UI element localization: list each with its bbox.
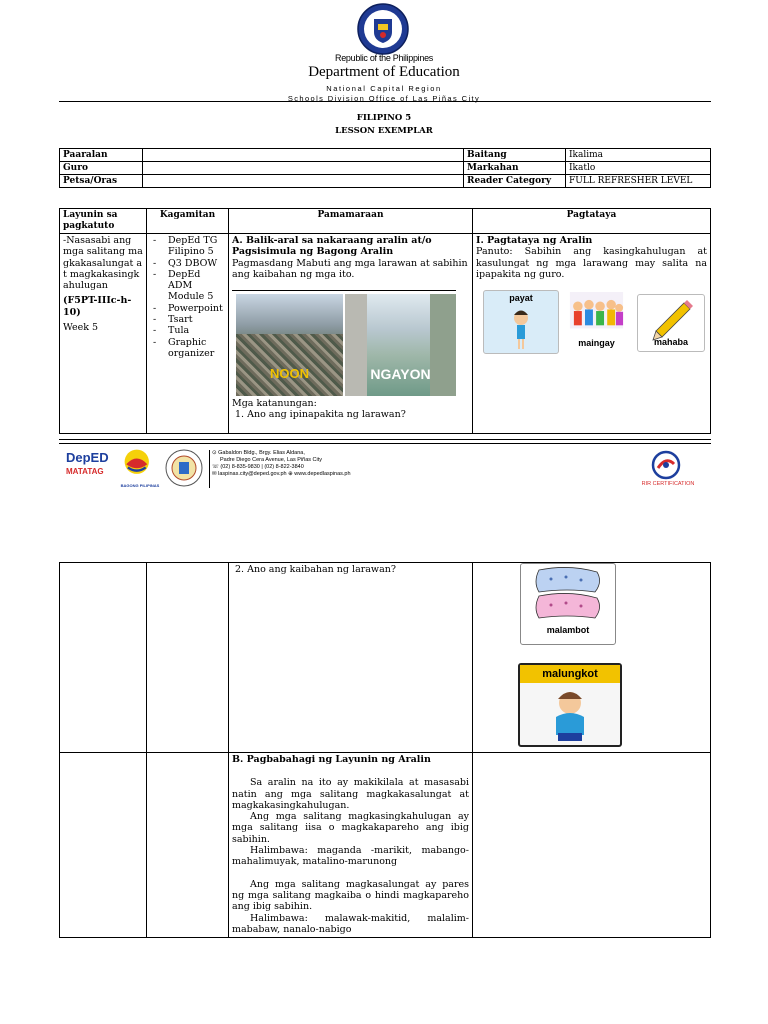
photo-noon: [236, 294, 343, 396]
photo-noon-label: NOON: [270, 366, 309, 381]
procedure-b-cell: [229, 753, 473, 938]
address-line-1: Gabaldon Bldg., Brgy. Elias Aldana,: [218, 450, 305, 456]
deped-matatag-logo: [66, 450, 118, 492]
division-seal-logo: [164, 448, 204, 488]
republic-heading: Republic of the Philippines: [335, 53, 433, 63]
col-assessment: Pagtataya: [473, 209, 711, 234]
procedure-b-para-4: Ang mga salitang magkasalungat ay pares ng mga salitang magkaiba o hindi magkapareho ang ibig sabihin.: [232, 878, 469, 913]
procedure-cell-2: [229, 563, 473, 753]
department-heading: Department of Education: [308, 64, 460, 80]
reader-label: Reader Category: [464, 175, 566, 188]
rir-cert-text: RIR CERTIFICATION: [641, 481, 695, 487]
sad-child-icon: [520, 683, 620, 745]
card-mahaba: [637, 294, 705, 352]
subject-title: FILIPINO 5: [356, 113, 412, 123]
photo-divider: [232, 290, 456, 291]
objective-text: -Nasasabi ang mga salitang magkakasalungat at magkakasingkahulugan: [63, 235, 143, 292]
col-materials: Kagamitan: [147, 209, 229, 234]
list-item: - Graphic organizer: [150, 337, 225, 360]
globe-icon: ⊕: [288, 471, 295, 477]
rir-cert-icon: [651, 450, 681, 480]
division-heading: Schools Division Office of Las Piñas City: [287, 94, 481, 103]
school-label: Paaralan: [60, 149, 143, 162]
address-line-2: Padre Diego Cera Avenue, Las Piñas City: [220, 457, 323, 463]
footer-line-bottom: [59, 443, 711, 444]
list-item: - DepEd ADM Module 5: [150, 269, 225, 303]
reader-value: FULL REFRESHER LEVEL: [566, 175, 711, 188]
footer-line-top: [59, 439, 711, 440]
list-item: - Q3 DBOW: [150, 258, 225, 269]
materials-cell-empty: [147, 563, 229, 753]
bagong-pilipinas-text: BAGONG PILIPINAS: [120, 483, 160, 488]
date-label: Petsa/Oras: [60, 175, 143, 188]
objective-cell-empty: [60, 563, 147, 753]
school-value: [143, 149, 464, 162]
email-icon: ✉: [212, 471, 219, 477]
teacher-label: Guro: [60, 162, 143, 175]
quarter-label: Markahan: [464, 162, 566, 175]
card-malungkot: [518, 663, 622, 747]
card-payat: [483, 290, 559, 354]
card-label: payat: [509, 293, 533, 303]
location-icon: ⊙: [212, 450, 219, 456]
list-item: - Tula: [150, 325, 225, 336]
info-table: [59, 148, 711, 188]
question-1: 1. Ano ang ipinapakita ng larawan?: [235, 409, 406, 421]
objective-cell: [60, 234, 147, 434]
procedure-b-para-5: Halimbawa: malawak-makitid, malalim-mababaw, nanalo-nabigo: [232, 912, 469, 935]
matatag-logo-text: MATATAG: [66, 467, 104, 476]
deped-seal-logo: [356, 2, 410, 56]
assessment-cell-3: [473, 753, 711, 938]
objective-cell-empty: [60, 753, 147, 938]
photo-ngayon-label: NGAYON: [370, 366, 431, 382]
objective-code: (F5PT-IIIc-h-10): [63, 295, 132, 318]
card-malambot: [520, 563, 616, 645]
quarter-value: Ikatlo: [566, 162, 711, 175]
list-item: - DepEd TG Filipino 5: [150, 235, 225, 258]
card-label: malambot: [546, 625, 590, 635]
phone-text: (02) 8-835-9830 | (02) 8-822-3840: [220, 464, 304, 470]
grade-label: Baitang: [464, 149, 566, 162]
footer-divider-vertical: [209, 450, 210, 488]
list-item: - Tsart: [150, 314, 225, 325]
thin-child-icon: [484, 291, 558, 353]
grade-value: Ikalima: [566, 149, 711, 162]
bagong-pilipinas-icon: [123, 448, 157, 482]
photo-ngayon: [345, 294, 456, 396]
web-row: [212, 471, 392, 478]
phone-icon: ☏: [212, 464, 221, 470]
col-procedure: Pamamaraan: [229, 209, 473, 234]
col-objective: Layunin sa pagkatuto: [60, 209, 147, 234]
address-row: [212, 450, 392, 457]
materials-cell-empty: [147, 753, 229, 938]
materials-cell: [147, 234, 229, 434]
procedure-b-para-1: Sa aralin na ito ay makikilala at masasabi natin ang mga salitang magkakasalungat at magkakasingkahulugan.: [232, 777, 469, 811]
procedure-b-para-3: Halimbawa: maganda -marikit, mabango-mahalimuyak, matalino-marunong: [232, 845, 469, 868]
email-text[interactable]: laspinas.city@deped.gov.ph: [218, 471, 287, 477]
noisy-kids-icon: [563, 292, 630, 338]
header-divider: [59, 101, 711, 102]
teacher-value: [143, 162, 464, 175]
procedure-a-title: A. Balik-aral sa nakaraang aralin at/o Pagsisimula ng Bagong Aralin: [232, 235, 432, 258]
assessment-text: Panuto: Sabihin ang kasingkahulugan at kasulungat ng mga larawang may salita na ipapakita ng guro.: [476, 246, 707, 280]
assessment-title: I. Pagtataya ng Aralin: [476, 235, 593, 246]
region-heading: National Capital Region: [326, 84, 442, 93]
list-item: - Powerpoint: [150, 303, 225, 314]
doc-type-title: LESSON EXEMPLAR: [335, 126, 433, 136]
card-label: malungkot: [520, 665, 620, 683]
bagong-pilipinas-logo: [119, 448, 161, 490]
card-label: mahaba: [653, 337, 688, 347]
materials-list: [150, 235, 225, 359]
phone-row: [212, 464, 392, 471]
procedure-b-para-2: Ang mga salitang magkasingkahulugan ay mga salitang iisa o magkakapareho ang ibig sabihin.: [232, 811, 469, 845]
questions-label: Mga katanungan:: [232, 398, 317, 410]
question-2: 2. Ano ang kaibahan ng larawan?: [235, 564, 396, 575]
website-text[interactable]: www.depedlaspinas.ph: [294, 471, 351, 477]
objective-week: Week 5: [63, 322, 99, 334]
date-value: [143, 175, 464, 188]
card-label: maingay: [578, 338, 615, 348]
procedure-b-title: B. Pagbabahagi ng Layunin ng Aralin: [232, 754, 431, 765]
rir-cert-logo: [638, 450, 698, 492]
card-maingay: [563, 292, 630, 350]
footer-contact: [212, 450, 392, 478]
procedure-a-text: Pagmasdang Mabuti ang mga larawan at sabihin ang kaibahan ng mga ito.: [232, 257, 468, 280]
deped-logo-text: DepED: [66, 450, 109, 465]
